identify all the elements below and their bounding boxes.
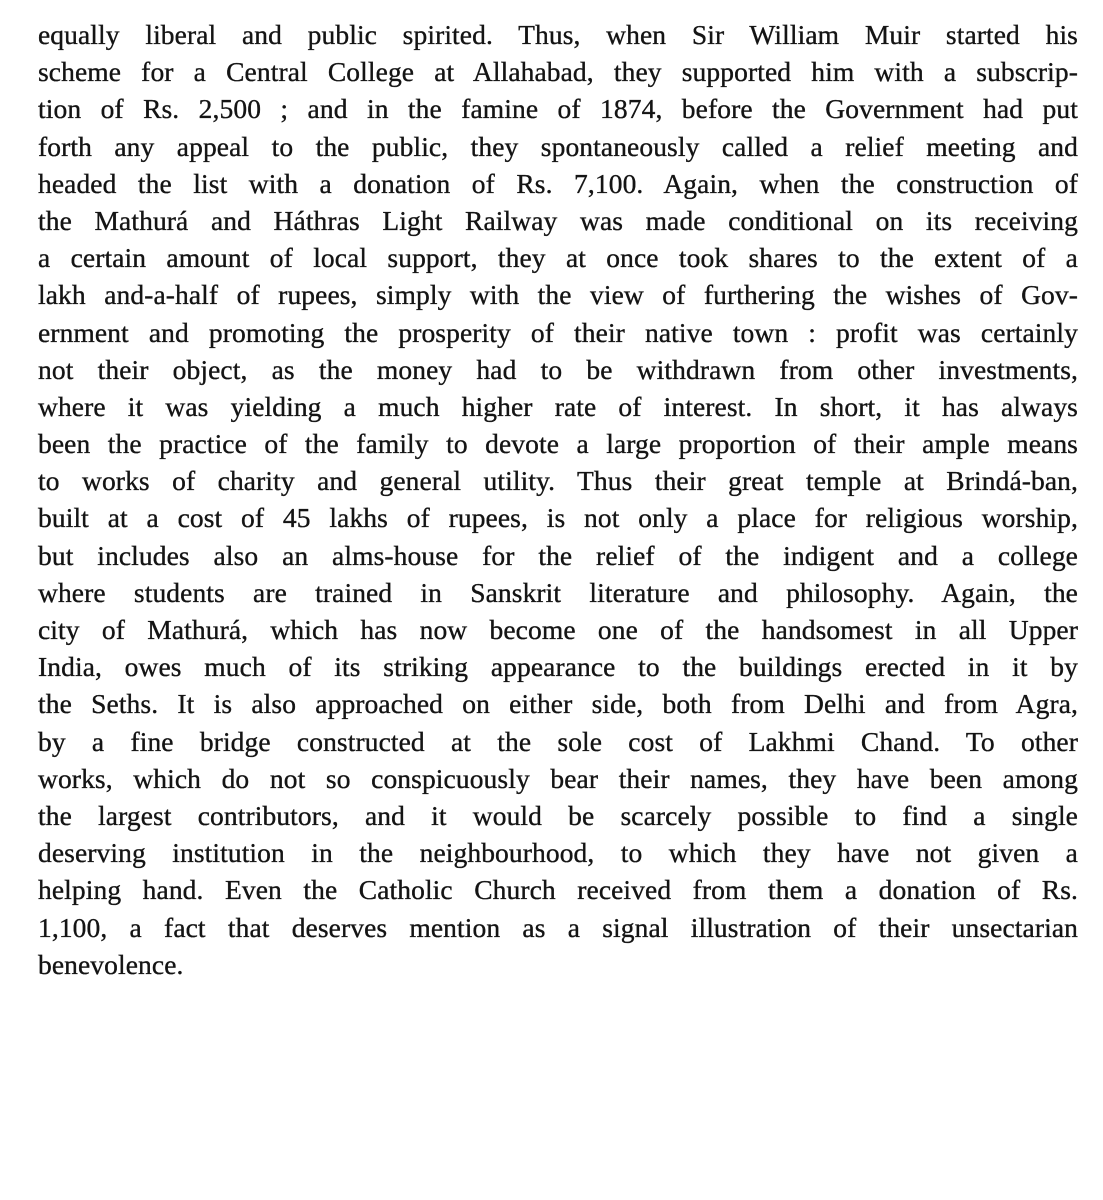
text-line: tion of Rs. 2,500 ; and in the famine of 1874, before the Government had put — [38, 93, 1078, 125]
text-line: 1,100, a fact that deserves mention as a signal illustration of their unsectarian — [38, 911, 1078, 943]
text-line: where it was yielding a much higher rate of interest. In short, it has always — [38, 390, 1078, 422]
text-line: forth any appeal to the public, they spontaneously called a relief meeting and — [38, 130, 1078, 162]
text-line: the Seths. It is also approached on either side, both from Delhi and from Agra, — [38, 688, 1078, 720]
body-paragraph — [38, 16, 1078, 983]
text-line: not their object, as the money had to be withdrawn from other investments, — [38, 353, 1078, 385]
text-line: India, owes much of its striking appearance to the buildings erected in it by — [38, 651, 1078, 683]
text-line: helping hand. Even the Catholic Church received from them a donation of Rs. — [38, 874, 1078, 906]
text-line: ernment and promoting the prosperity of their native town : profit was certainly — [38, 316, 1078, 348]
text-line: scheme for a Central College at Allahabad, they supported him with a subscrip- — [38, 56, 1078, 88]
text-line: the Mathurá and Háthras Light Railway was made conditional on its receiving — [38, 204, 1078, 236]
text-line: been the practice of the family to devote a large proportion of their ample means — [38, 428, 1078, 460]
text-line: to works of charity and general utility. Thus their great temple at Brindá-ban, — [38, 465, 1078, 497]
text-line-last: benevolence. — [38, 948, 184, 980]
text-line: headed the list with a donation of Rs. 7,100. Again, when the construction of — [38, 167, 1078, 199]
text-line: by a fine bridge constructed at the sole cost of Lakhmi Chand. To other — [38, 725, 1078, 757]
text-line: a certain amount of local support, they at once took shares to the extent of a — [38, 242, 1078, 274]
text-line: the largest contributors, and it would be scarcely possible to find a single — [38, 799, 1078, 831]
text-line: but includes also an alms-house for the relief of the indigent and a college — [38, 539, 1078, 571]
text-line: city of Mathurá, which has now become one of the handsomest in all Upper — [38, 614, 1078, 645]
text-line: works, which do not so conspicuously bear their names, they have been among — [38, 762, 1078, 794]
text-line: where students are trained in Sanskrit literature and philosophy. Again, the — [38, 576, 1078, 608]
text-line: lakh and-a-half of rupees, simply with the view of furthering the wishes of Gov- — [38, 279, 1078, 311]
text-line: built at a cost of 45 lakhs of rupees, is not only a place for religious worship, — [38, 502, 1078, 534]
text-line: equally liberal and public spirited. Thus, when Sir William Muir started his — [38, 19, 1078, 50]
text-line: deserving institution in the neighbourhood, to which they have not given a — [38, 837, 1078, 869]
